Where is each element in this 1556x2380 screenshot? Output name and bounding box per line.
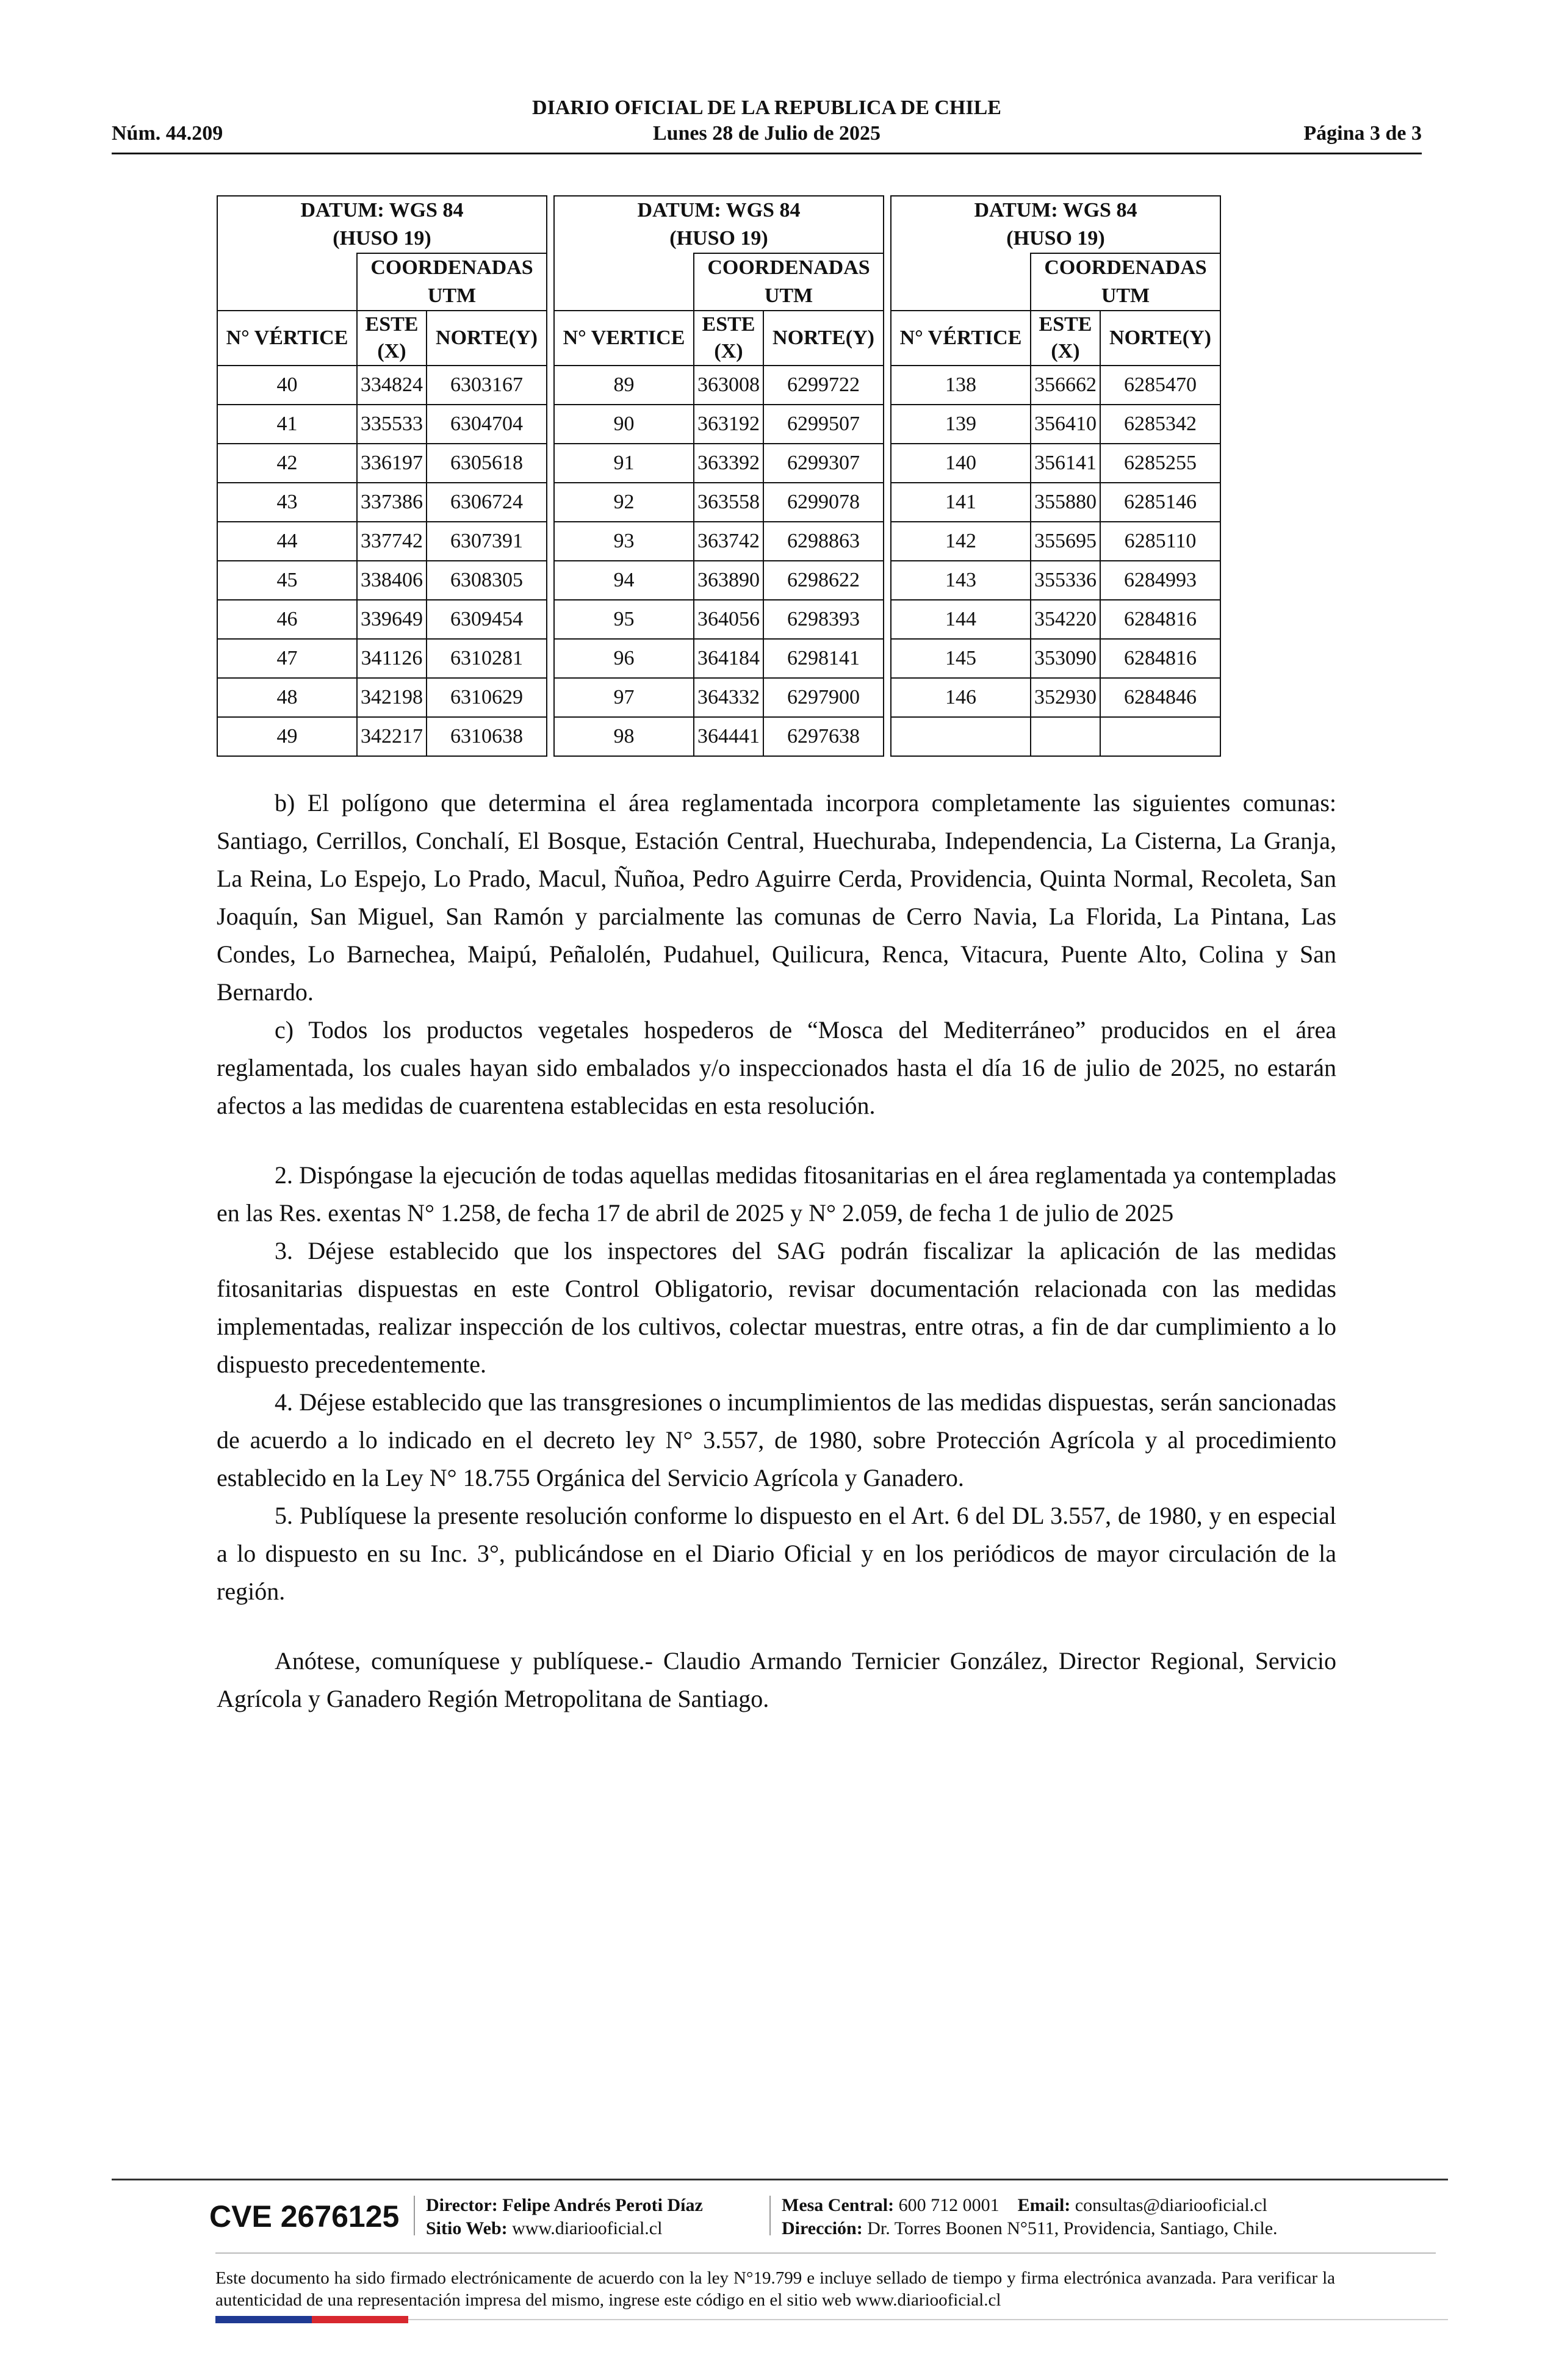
table-row: 142 355695 6285110	[891, 522, 1220, 561]
table-row: 40 334824 6303167	[217, 366, 547, 405]
page-header	[112, 90, 1422, 157]
paragraph: 5. Publíquese la presente resolución conforme lo dispuesto en el Art. 6 del DL 3.557, de 1980, y en especial a lo dispuesto en su Inc. 3°, publicándose en el Diario Oficial y en los periódicos de mayor circulación de la región.	[217, 1502, 1336, 1605]
table-row: 92 363558 6299078	[554, 483, 884, 522]
datum-cell: DATUM: WGS 84 (HUSO 19)	[217, 196, 547, 253]
table-row: 95 364056 6298393	[554, 600, 884, 639]
stripe-blue	[215, 2316, 312, 2323]
table-row: 97 364332 6297900	[554, 678, 884, 717]
vertex-header: N° VÉRTICE	[891, 311, 1031, 366]
table-row: 144 354220 6284816	[891, 600, 1220, 639]
page-number: Página 3 de 3	[1303, 122, 1422, 145]
este-header: ESTE (X)	[694, 311, 763, 366]
paragraph: 2. Dispóngase la ejecución de todas aquellas medidas fitosanitarias en el área reglamentada ya contempladas en las Res. exentas N° 1.258, de fecha 17 de abril de 2025 y N° 2.059, de fecha 1 de julio de 2025	[217, 1161, 1336, 1227]
table-row: 94 363890 6298622	[554, 561, 884, 600]
cve-code: CVE 2676125	[209, 2199, 400, 2234]
utm-label: COORDENADAS UTM	[357, 253, 547, 311]
paragraph: b) El polígono que determina el área reglamentada incorpora completamente las siguientes comunas: Santiago, Cerrillos, Conchalí, El Bosque, Estación Central, Huechuraba, Independencia, La Cisterna, La Granja, La Reina, Lo Espejo, Lo Prado, Macul, Ñuñoa, Pedro Aguirre Cerda, Providencia, Quinta Normal, Recoleta, San Joaquín, San Miguel, San Ramón y parcialmente las comunas de Cerro Navia, La Florida, La Pintana, Las Condes, Lo Barnechea, Maipú, Peñalolén, Pudahuel, Quilicura, Renca, Vitacura, Puente Alto, Colina y San Bernardo.	[217, 789, 1336, 1006]
table-row: 143 355336 6284993	[891, 561, 1220, 600]
blank-cell	[217, 253, 357, 311]
divider	[414, 2196, 415, 2235]
table-row: 91 363392 6299307	[554, 444, 884, 483]
vertex-header: N° VÉRTICE	[217, 311, 357, 366]
paragraph: 3. Déjese establecido que los inspectores del SAG podrán fiscalizar la aplicación de las medidas fitosanitarias dispuestas en este Control Obligatorio, revisar documentación relacionada con las medidas implementadas, realizar inspección de los cultivos, colectar muestras, entre otras, a fin de dar cumplimiento a lo dispuesto precedentemente.	[217, 1237, 1336, 1378]
paragraph: c) Todos los productos vegetales hospederos de “Mosca del Mediterráneo” producidos en el área reglamentada, los cuales hayan sido embalados y/o inspeccionados hasta el día 16 de julio de 2025, no estarán afectos a las medidas de cuarentena establecidas en esta resolución.	[217, 1016, 1336, 1119]
email-link[interactable]: consultas@diariooficial.cl	[1075, 2195, 1267, 2215]
blank-cell	[554, 253, 694, 311]
coordinates-table-3	[890, 195, 1221, 757]
blank-cell	[891, 253, 1031, 311]
table-row: 139 356410 6285342	[891, 405, 1220, 444]
table-row: 141 355880 6285146	[891, 483, 1220, 522]
table-row: 98 364441 6297638	[554, 717, 884, 756]
coordinates-table-2	[553, 195, 884, 757]
table-row: 138 356662 6285470	[891, 366, 1220, 405]
norte-header: NORTE(Y)	[427, 311, 547, 366]
issue-number: Núm. 44.209	[112, 122, 223, 145]
coordinates-table-1	[217, 195, 547, 757]
table-row: 48 342198 6310629	[217, 678, 547, 717]
table-row: 96 364184 6298141	[554, 639, 884, 678]
divider	[769, 2196, 771, 2235]
utm-label: COORDENADAS UTM	[694, 253, 884, 311]
table-row: 44 337742 6307391	[217, 522, 547, 561]
signature-paragraph: Anótese, comuníquese y publíquese.- Claudio Armando Ternicier González, Director Regional, Servicio Agrícola y Ganadero Región Metropolitana de Santiago.	[217, 1647, 1336, 1712]
paragraph: 4. Déjese establecido que las transgresiones o incumplimientos de las medidas dispuestas, serán sancionadas de acuerdo a lo indicado en el decreto ley N° 3.557, de 1980, sobre Protección Agrícola y al procedimiento establecido en la Ley N° 18.755 Orgánica del Servicio Agrícola y Ganadero.	[217, 1388, 1336, 1491]
website-link[interactable]: www.diariooficial.cl	[512, 2218, 663, 2238]
table-row: 145 353090 6284816	[891, 639, 1220, 678]
table-row: 140 356141 6285255	[891, 444, 1220, 483]
table-row: 43 337386 6306724	[217, 483, 547, 522]
norte-header: NORTE(Y)	[1100, 311, 1220, 366]
table-row: 146 352930 6284846	[891, 678, 1220, 717]
este-header: ESTE (X)	[1031, 311, 1100, 366]
utm-label: COORDENADAS UTM	[1031, 253, 1220, 311]
resolution-body	[217, 784, 1336, 1718]
table-row: 89 363008 6299722	[554, 366, 884, 405]
este-header: ESTE (X)	[357, 311, 427, 366]
issue-date: Lunes 28 de Julio de 2025	[652, 122, 881, 145]
table-row: 41 335533 6304704	[217, 405, 547, 444]
table-row: 46 339649 6309454	[217, 600, 547, 639]
legal-notice: Este documento ha sido firmado electrónicamente de acuerdo con la ley N°19.799 e incluye sellado de tiempo y firma electrónica avanzada. Para verificar la autenticidad de una representación impresa del mismo, ingrese este código en el sitio web www.diariooficial.cl	[215, 2268, 1335, 2310]
vertex-header: N° VERTICE	[554, 311, 694, 366]
table-row: 47 341126 6310281	[217, 639, 547, 678]
table-row: 42 336197 6305618	[217, 444, 547, 483]
coordinates-tables	[217, 195, 1221, 757]
datum-cell: DATUM: WGS 84 (HUSO 19)	[891, 196, 1220, 253]
norte-header: NORTE(Y)	[763, 311, 884, 366]
table-row: 45 338406 6308305	[217, 561, 547, 600]
director-info: Director: Felipe Andrés Peroti Díaz Sitio Web: www.diariooficial.cl	[426, 2195, 703, 2238]
publication-title: DIARIO OFICIAL DE LA REPUBLICA DE CHILE	[532, 96, 1001, 119]
datum-cell: DATUM: WGS 84 (HUSO 19)	[554, 196, 884, 253]
table-row	[891, 717, 1220, 756]
flag-stripe	[215, 2316, 408, 2323]
stripe-red	[312, 2316, 408, 2323]
header-rule	[112, 153, 1422, 154]
table-row: 49 342217 6310638	[217, 717, 547, 756]
table-row: 90 363192 6299507	[554, 405, 884, 444]
table-row: 93 363742 6298863	[554, 522, 884, 561]
page-footer	[112, 2179, 1448, 2311]
contact-info: Mesa Central: 600 712 0001 Email: consultas@diariooficial.cl Dirección: Dr. Torres Boonen N°511, Providencia, Santiago, Chile.	[782, 2195, 1278, 2238]
